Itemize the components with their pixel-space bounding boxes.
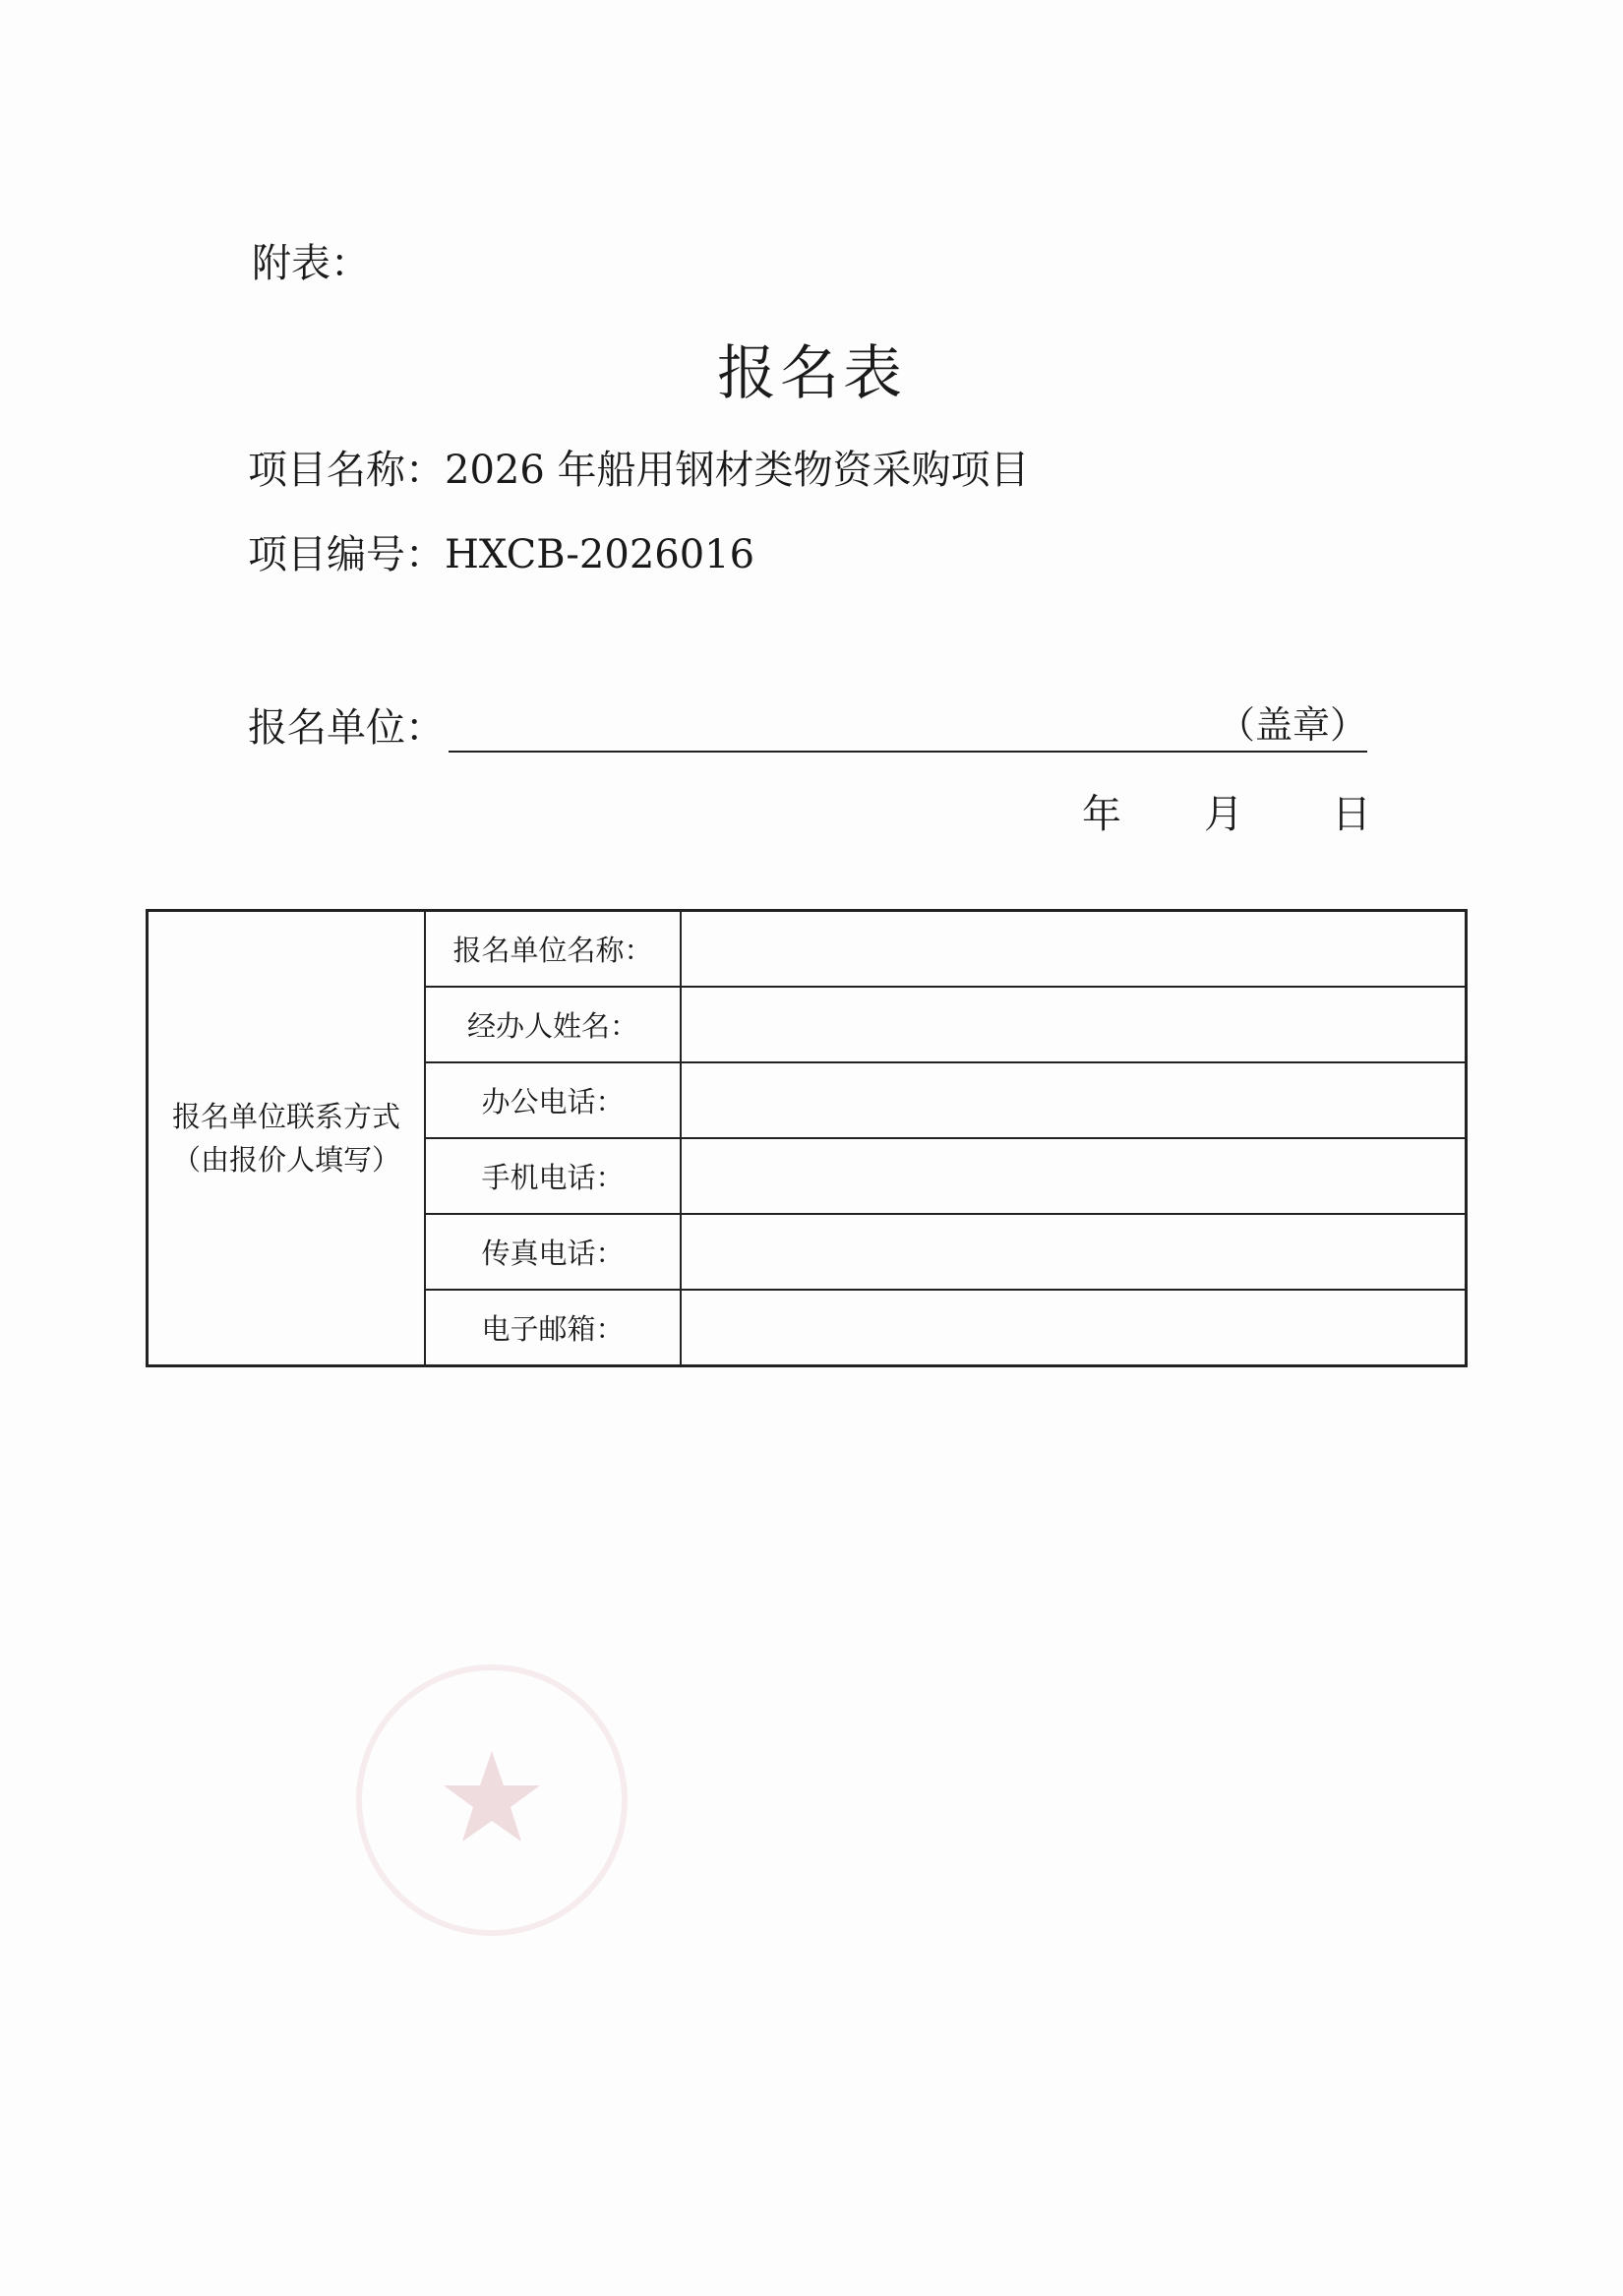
- project-name-line: [248, 439, 1030, 495]
- project-name-label: 项目名称：: [248, 448, 445, 493]
- row-label-fax: 传真电话：: [425, 1214, 681, 1290]
- office-phone-field[interactable]: [681, 1062, 1467, 1138]
- attachment-label: 附表：: [252, 241, 370, 286]
- email-field[interactable]: [681, 1290, 1467, 1366]
- row-label-office-phone: 办公电话：: [425, 1062, 681, 1138]
- project-number-label: 项目编号：: [248, 532, 445, 577]
- table-row: [148, 911, 1467, 988]
- date-day: 日: [1332, 792, 1371, 837]
- registration-unit-line: [248, 696, 1367, 753]
- project-number-line: [248, 523, 754, 579]
- date-month: 月: [1204, 792, 1243, 837]
- row-label-unit-name: 报名单位名称：: [425, 911, 681, 988]
- contact-group-label: [148, 911, 426, 1366]
- contact-group-label-line2: （由报价人填写）: [171, 1143, 400, 1177]
- row-label-handler-name: 经办人姓名：: [425, 987, 681, 1062]
- page-title: 报名表: [717, 339, 906, 408]
- faded-seal-stamp: [344, 1653, 639, 1948]
- row-label-mobile-phone: 手机电话：: [425, 1138, 681, 1214]
- registration-unit-field[interactable]: [449, 703, 1367, 753]
- row-label-email: 电子邮箱：: [425, 1290, 681, 1366]
- handler-name-field[interactable]: [681, 987, 1467, 1062]
- project-number-value: HXCB-2026016: [445, 532, 755, 577]
- fax-field[interactable]: [681, 1214, 1467, 1290]
- project-name-value: 2026 年船用钢材类物资采购项目: [445, 448, 1030, 493]
- date-year: 年: [1082, 792, 1121, 837]
- mobile-phone-field[interactable]: [681, 1138, 1467, 1214]
- date-line: [1082, 783, 1371, 839]
- registration-unit-label: 报名单位：: [248, 705, 445, 751]
- unit-name-field[interactable]: [681, 911, 1467, 988]
- contact-table: [146, 909, 1468, 1367]
- contact-group-label-line1: 报名单位联系方式: [171, 1100, 400, 1133]
- seal-note: （盖章）: [1217, 703, 1367, 747]
